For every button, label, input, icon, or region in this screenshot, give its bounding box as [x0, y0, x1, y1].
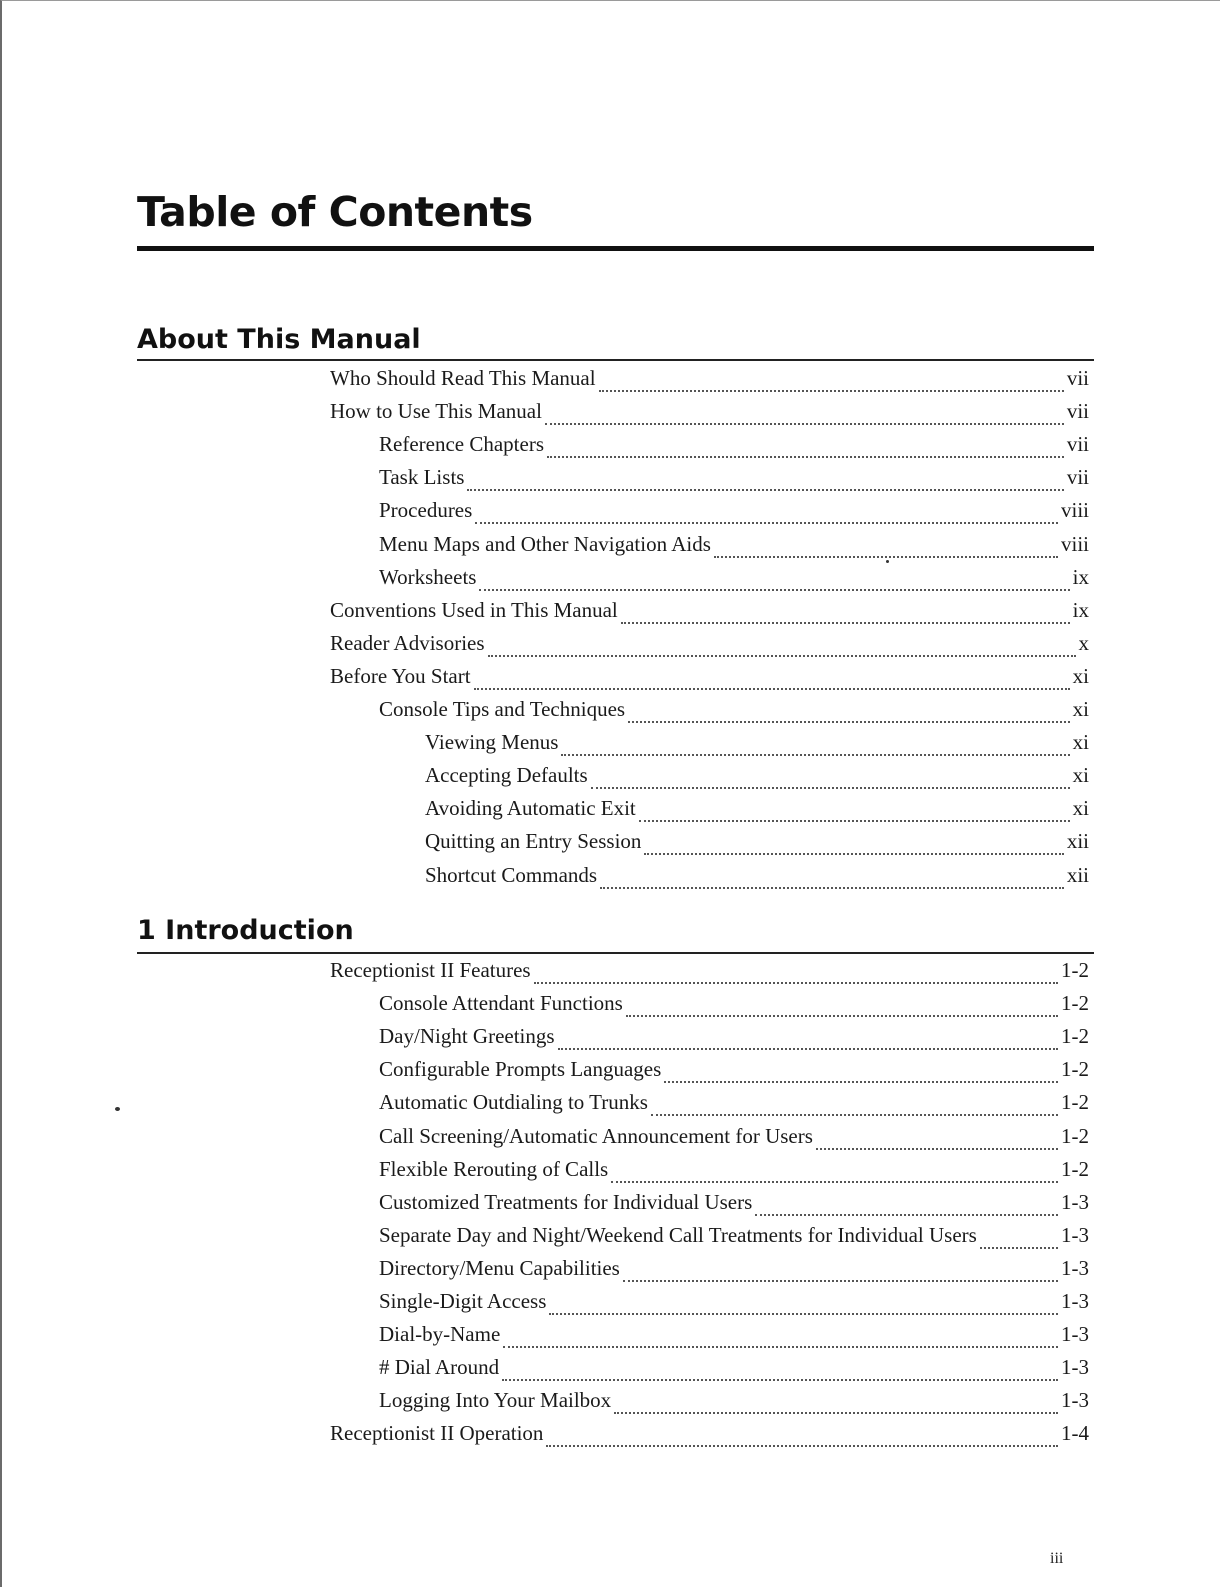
toc-entry[interactable] [425, 730, 1089, 763]
toc-entry[interactable] [379, 432, 1089, 465]
toc-entry-page: vii [1066, 366, 1089, 390]
toc-entry-page: 1-2 [1061, 1024, 1089, 1049]
toc-entry-title: Before You Start [330, 663, 471, 688]
dot-leader [639, 819, 1070, 822]
toc-entry-title: Quitting an Entry Session [425, 829, 642, 854]
toc-entry-page: vii [1066, 399, 1089, 424]
toc-entry[interactable] [330, 664, 1089, 697]
toc-entry[interactable] [379, 565, 1089, 598]
toc-entry-page: 1-3 [1061, 1289, 1089, 1313]
toc-entry[interactable] [379, 1090, 1089, 1123]
toc-entry-page: 1-2 [1061, 1123, 1089, 1148]
dot-leader [980, 1246, 1058, 1249]
toc-entry-page: 1-2 [1061, 1156, 1089, 1181]
toc-entry-title: Configurable Prompts Languages [379, 1057, 662, 1082]
toc-entry-title: Viewing Menus [425, 730, 559, 755]
dot-leader [475, 521, 1058, 524]
dot-leader [467, 488, 1063, 491]
toc-entry-page: xi [1072, 796, 1089, 821]
toc-entry-title: Conventions Used in This Manual [330, 597, 618, 622]
toc-entry-title: Day/Night Greetings [379, 1024, 555, 1049]
toc-entry-page: 1-2 [1061, 1090, 1089, 1115]
toc-entry-page: 1-3 [1061, 1388, 1089, 1413]
dot-leader [621, 621, 1070, 624]
section-heading-about-this-manual: About This Manual [137, 324, 421, 355]
toc-entry[interactable] [330, 366, 1089, 399]
toc-entry-title: Call Screening/Automatic Announcement for Users [379, 1123, 813, 1148]
toc-entry[interactable] [330, 598, 1089, 631]
toc-entry[interactable] [379, 1355, 1089, 1388]
dot-leader [611, 1180, 1058, 1183]
page-number: iii [1050, 1550, 1064, 1567]
toc-entry[interactable] [379, 1223, 1089, 1256]
toc-entry-page: ix [1072, 564, 1089, 589]
toc-entry[interactable] [425, 763, 1089, 796]
toc-entry-title: Avoiding Automatic Exit [425, 796, 636, 821]
toc-entry-page: 1-3 [1061, 1189, 1089, 1214]
dot-leader [755, 1213, 1058, 1216]
dot-leader [502, 1378, 1058, 1381]
toc-entry[interactable] [425, 863, 1089, 896]
toc-entry[interactable] [330, 631, 1089, 664]
toc-entry-title: Worksheets [379, 564, 477, 589]
dot-leader [547, 455, 1064, 458]
toc-entry-page: xii [1066, 862, 1089, 887]
toc-entry-page: 1-2 [1061, 958, 1089, 982]
toc-entry[interactable] [379, 1157, 1089, 1190]
toc-entry[interactable] [379, 697, 1089, 730]
dot-leader [503, 1345, 1058, 1348]
dot-leader [644, 852, 1063, 855]
toc-entry-title: Directory/Menu Capabilities [379, 1255, 620, 1280]
toc-entry[interactable] [379, 1256, 1089, 1289]
toc-entry-title: Separate Day and Night/Weekend Call Treatments for Individual Users [379, 1222, 977, 1247]
toc-entry-title: Shortcut Commands [425, 862, 598, 887]
toc-entry-page: 1-3 [1061, 1355, 1089, 1380]
toc-entry-title: Single-Digit Access [379, 1289, 547, 1313]
scan-speck [115, 1107, 120, 1111]
dot-leader [558, 1047, 1058, 1050]
toc-entry-title: Dial-by-Name [379, 1322, 501, 1347]
toc-entry[interactable] [379, 532, 1089, 565]
toc-entry-title: # Dial Around [379, 1355, 500, 1380]
toc-entry-title: Task Lists [379, 465, 465, 490]
dot-leader [664, 1080, 1058, 1083]
toc-entry-title: Customized Treatments for Individual Users [379, 1189, 753, 1214]
toc-entry-title: Flexible Rerouting of Calls [379, 1156, 609, 1181]
toc-entry-page: xi [1072, 763, 1089, 788]
toc-entry[interactable] [379, 1388, 1089, 1421]
toc-entry-page: vii [1066, 432, 1089, 457]
toc-entry[interactable] [379, 1057, 1089, 1090]
toc-entry-title: Reader Advisories [330, 630, 485, 655]
toc-entry-title: How to Use This Manual [330, 399, 542, 424]
toc-entry[interactable] [330, 958, 1089, 991]
toc-entry-title: Accepting Defaults [425, 763, 588, 788]
toc-entry-title: Automatic Outdialing to Trunks [379, 1090, 648, 1115]
toc-entry-page: 1-4 [1061, 1421, 1089, 1446]
section-rule [137, 359, 1094, 361]
toc-entry-page: xi [1072, 730, 1089, 755]
dot-leader [591, 786, 1070, 789]
toc-entry[interactable] [379, 1024, 1089, 1057]
toc-entry-page: x [1078, 630, 1089, 655]
toc-entry-page: xi [1072, 663, 1089, 688]
dot-leader [534, 981, 1058, 984]
dot-leader [623, 1279, 1058, 1282]
dot-leader [628, 720, 1070, 723]
toc-entry-title: Menu Maps and Other Navigation Aids [379, 531, 711, 556]
toc-entry[interactable] [379, 1124, 1089, 1157]
toc-entry-title: Procedures [379, 498, 473, 523]
toc-entry[interactable] [425, 796, 1089, 829]
toc-entry-title: Logging Into Your Mailbox [379, 1388, 612, 1413]
toc-entry-title: Console Attendant Functions [379, 991, 623, 1016]
page-title: Table of Contents [137, 188, 533, 236]
toc-entry-title: Console Tips and Techniques [379, 697, 626, 721]
toc-entry[interactable] [379, 498, 1089, 531]
toc-entry-title: Reference Chapters [379, 432, 544, 457]
dot-leader [651, 1113, 1058, 1116]
toc-entry[interactable] [330, 399, 1089, 432]
toc-entry-page: 1-3 [1061, 1222, 1089, 1247]
toc-entry[interactable] [379, 1190, 1089, 1223]
toc-entry[interactable] [379, 1322, 1089, 1355]
dot-leader [714, 555, 1058, 558]
dot-leader [816, 1147, 1058, 1150]
toc-entry-page: 1-3 [1061, 1322, 1089, 1347]
toc-entry-page: 1-3 [1061, 1255, 1089, 1280]
toc-entry-title: Receptionist II Features [330, 958, 531, 982]
dot-leader [546, 1444, 1058, 1447]
toc-entry-page: viii [1060, 531, 1089, 556]
dot-leader [600, 886, 1064, 889]
toc-entry-page: 1-2 [1061, 991, 1089, 1016]
dot-leader [549, 1312, 1058, 1315]
toc-entry-title: Receptionist II Operation [330, 1421, 544, 1446]
dot-leader [474, 687, 1070, 690]
toc-entry-page: viii [1060, 498, 1089, 523]
section-rule [137, 952, 1094, 954]
dot-leader [545, 422, 1064, 425]
dot-leader [614, 1411, 1058, 1414]
toc-entry[interactable] [379, 991, 1089, 1024]
toc-entry-page: vii [1066, 465, 1089, 490]
dot-leader [488, 654, 1076, 657]
dot-leader [626, 1014, 1058, 1017]
toc-entry-page: xi [1072, 697, 1089, 721]
dot-leader [479, 588, 1069, 591]
dot-leader [599, 389, 1064, 392]
toc-entry[interactable] [330, 1421, 1089, 1454]
toc-entry-page: xii [1066, 829, 1089, 854]
toc-entry-page: 1-2 [1061, 1057, 1089, 1082]
title-rule [137, 246, 1094, 251]
toc-entry[interactable] [379, 1289, 1089, 1322]
toc-entry[interactable] [379, 465, 1089, 498]
toc-entry[interactable] [425, 829, 1089, 862]
dot-leader [561, 753, 1069, 756]
scan-speck [886, 560, 889, 563]
section-heading-introduction: 1 Introduction [137, 915, 354, 946]
toc-entry-page: ix [1072, 597, 1089, 622]
toc-entry-title: Who Should Read This Manual [330, 366, 596, 390]
